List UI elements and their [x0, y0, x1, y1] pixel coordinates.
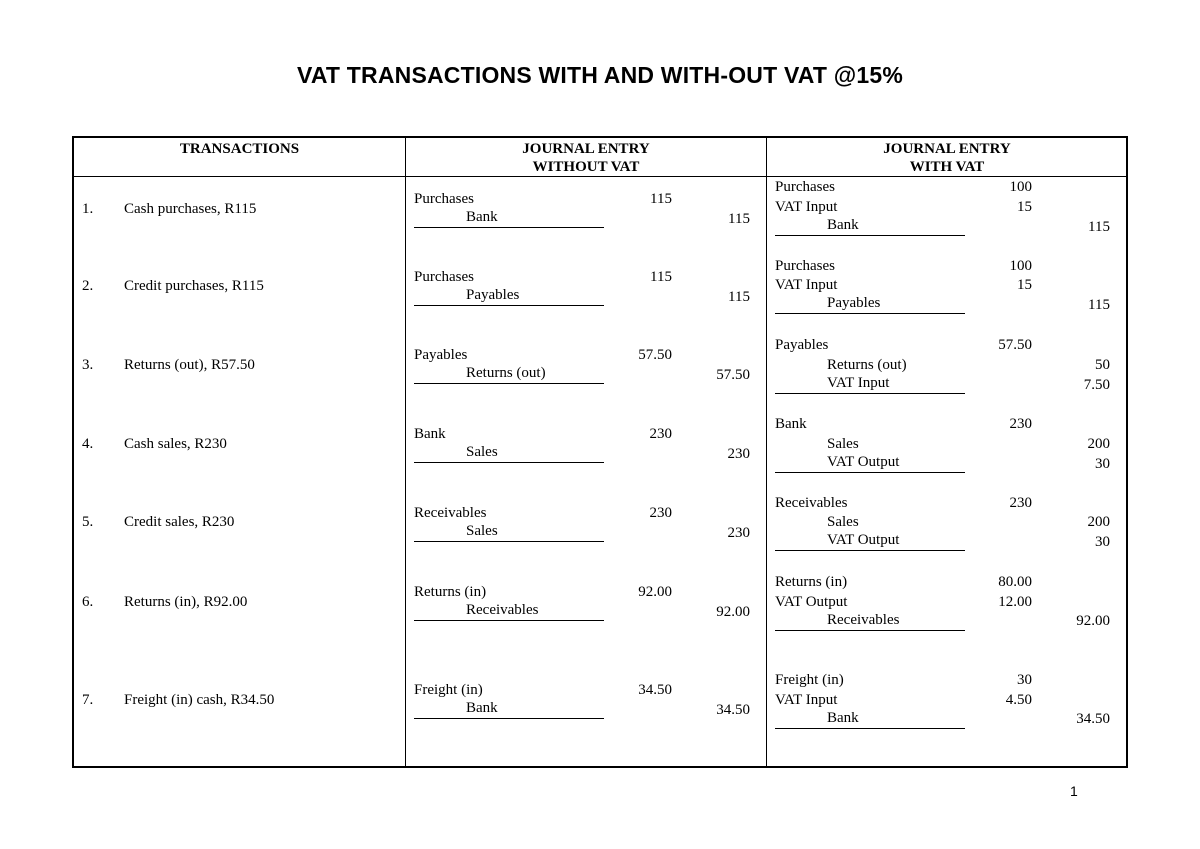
transaction-description: Credit purchases, R115: [124, 278, 264, 294]
debit-account: VAT Output: [775, 594, 848, 610]
debit-amount: 57.50: [638, 347, 672, 363]
credit-amount: 7.50: [1083, 377, 1110, 393]
debit-account: VAT Input: [775, 199, 838, 215]
credit-account: Receivables: [414, 602, 604, 621]
debit-account: Returns (in): [775, 574, 848, 590]
credit-amount: 230: [727, 446, 750, 462]
debit-account: Purchases: [414, 191, 474, 207]
credit-amount: 200: [1087, 436, 1110, 452]
credit-account: VAT Output: [775, 532, 965, 551]
debit-account: Payables: [414, 347, 468, 363]
transaction-description: Cash sales, R230: [124, 436, 227, 452]
debit-account: VAT Input: [775, 277, 838, 293]
debit-amount: 12.00: [998, 594, 1032, 610]
debit-account: Purchases: [775, 179, 835, 195]
debit-amount: 230: [649, 505, 672, 521]
credit-amount: 115: [1088, 297, 1110, 313]
row-number: 5.: [82, 514, 94, 530]
credit-account: VAT Input: [775, 375, 965, 394]
debit-account: Freight (in): [414, 682, 483, 698]
debit-amount: 80.00: [998, 574, 1032, 590]
credit-account: Payables: [414, 287, 604, 306]
debit-amount: 230: [649, 426, 672, 442]
credit-amount: 115: [728, 289, 750, 305]
debit-amount: 100: [1009, 258, 1032, 274]
credit-amount: 30: [1095, 456, 1110, 472]
credit-account: Sales: [414, 523, 604, 542]
credit-account: Bank: [775, 217, 965, 236]
credit-amount: 200: [1087, 514, 1110, 530]
credit-amount: 230: [727, 525, 750, 541]
credit-account: Sales: [827, 436, 859, 452]
header-with-vat: JOURNAL ENTRY WITH VAT: [883, 141, 1011, 175]
credit-amount: 115: [728, 211, 750, 227]
credit-account: Bank: [414, 700, 604, 719]
credit-account: Payables: [775, 295, 965, 314]
credit-account: VAT Output: [775, 454, 965, 473]
credit-amount: 57.50: [716, 367, 750, 383]
page-number: 1: [1070, 783, 1078, 799]
debit-account: Receivables: [775, 495, 848, 511]
credit-account: Sales: [414, 444, 604, 463]
debit-account: Freight (in): [775, 672, 844, 688]
debit-account: Bank: [414, 426, 446, 442]
header-transactions: TRANSACTIONS: [179, 141, 300, 157]
header-without-vat: JOURNAL ENTRY WITHOUT VAT: [522, 141, 650, 175]
debit-account: Purchases: [414, 269, 474, 285]
credit-amount: 92.00: [1076, 613, 1110, 629]
page-title: VAT TRANSACTIONS WITH AND WITH-OUT VAT @15%: [297, 62, 903, 88]
debit-amount: 115: [650, 191, 672, 207]
credit-amount: 30: [1095, 534, 1110, 550]
debit-account: Payables: [775, 337, 829, 353]
debit-amount: 115: [650, 269, 672, 285]
row-number: 2.: [82, 278, 94, 294]
debit-amount: 15: [1017, 277, 1032, 293]
credit-amount: 34.50: [716, 702, 750, 718]
credit-amount: 115: [1088, 219, 1110, 235]
credit-amount: 34.50: [1076, 711, 1110, 727]
debit-account: VAT Input: [775, 692, 838, 708]
debit-account: Purchases: [775, 258, 835, 274]
credit-account: Receivables: [775, 612, 965, 631]
credit-account: Bank: [775, 710, 965, 729]
transaction-description: Freight (in) cash, R34.50: [124, 692, 275, 708]
debit-amount: 34.50: [638, 682, 672, 698]
credit-amount: 92.00: [716, 604, 750, 620]
row-number: 4.: [82, 436, 94, 452]
credit-account: Bank: [414, 209, 604, 228]
debit-account: Bank: [775, 416, 807, 432]
transaction-description: Cash purchases, R115: [124, 201, 257, 217]
transaction-description: Returns (in), R92.00: [124, 594, 248, 610]
row-number: 3.: [82, 357, 94, 373]
debit-amount: 230: [1009, 416, 1032, 432]
transaction-description: Returns (out), R57.50: [124, 357, 255, 373]
debit-amount: 30: [1017, 672, 1032, 688]
credit-account: Returns (out): [414, 365, 604, 384]
column-divider: [405, 136, 406, 768]
debit-amount: 92.00: [638, 584, 672, 600]
column-divider: [766, 136, 767, 768]
credit-account: Sales: [827, 514, 859, 530]
debit-amount: 57.50: [998, 337, 1032, 353]
debit-account: Receivables: [414, 505, 487, 521]
header-divider: [72, 176, 1128, 177]
transaction-description: Credit sales, R230: [124, 514, 235, 530]
debit-amount: 100: [1009, 179, 1032, 195]
debit-amount: 230: [1009, 495, 1032, 511]
debit-account: Returns (in): [414, 584, 487, 600]
credit-amount: 50: [1095, 357, 1110, 373]
debit-amount: 15: [1017, 199, 1032, 215]
row-number: 7.: [82, 692, 94, 708]
credit-account: Returns (out): [827, 357, 907, 373]
row-number: 1.: [82, 201, 94, 217]
debit-amount: 4.50: [1005, 692, 1032, 708]
row-number: 6.: [82, 594, 94, 610]
